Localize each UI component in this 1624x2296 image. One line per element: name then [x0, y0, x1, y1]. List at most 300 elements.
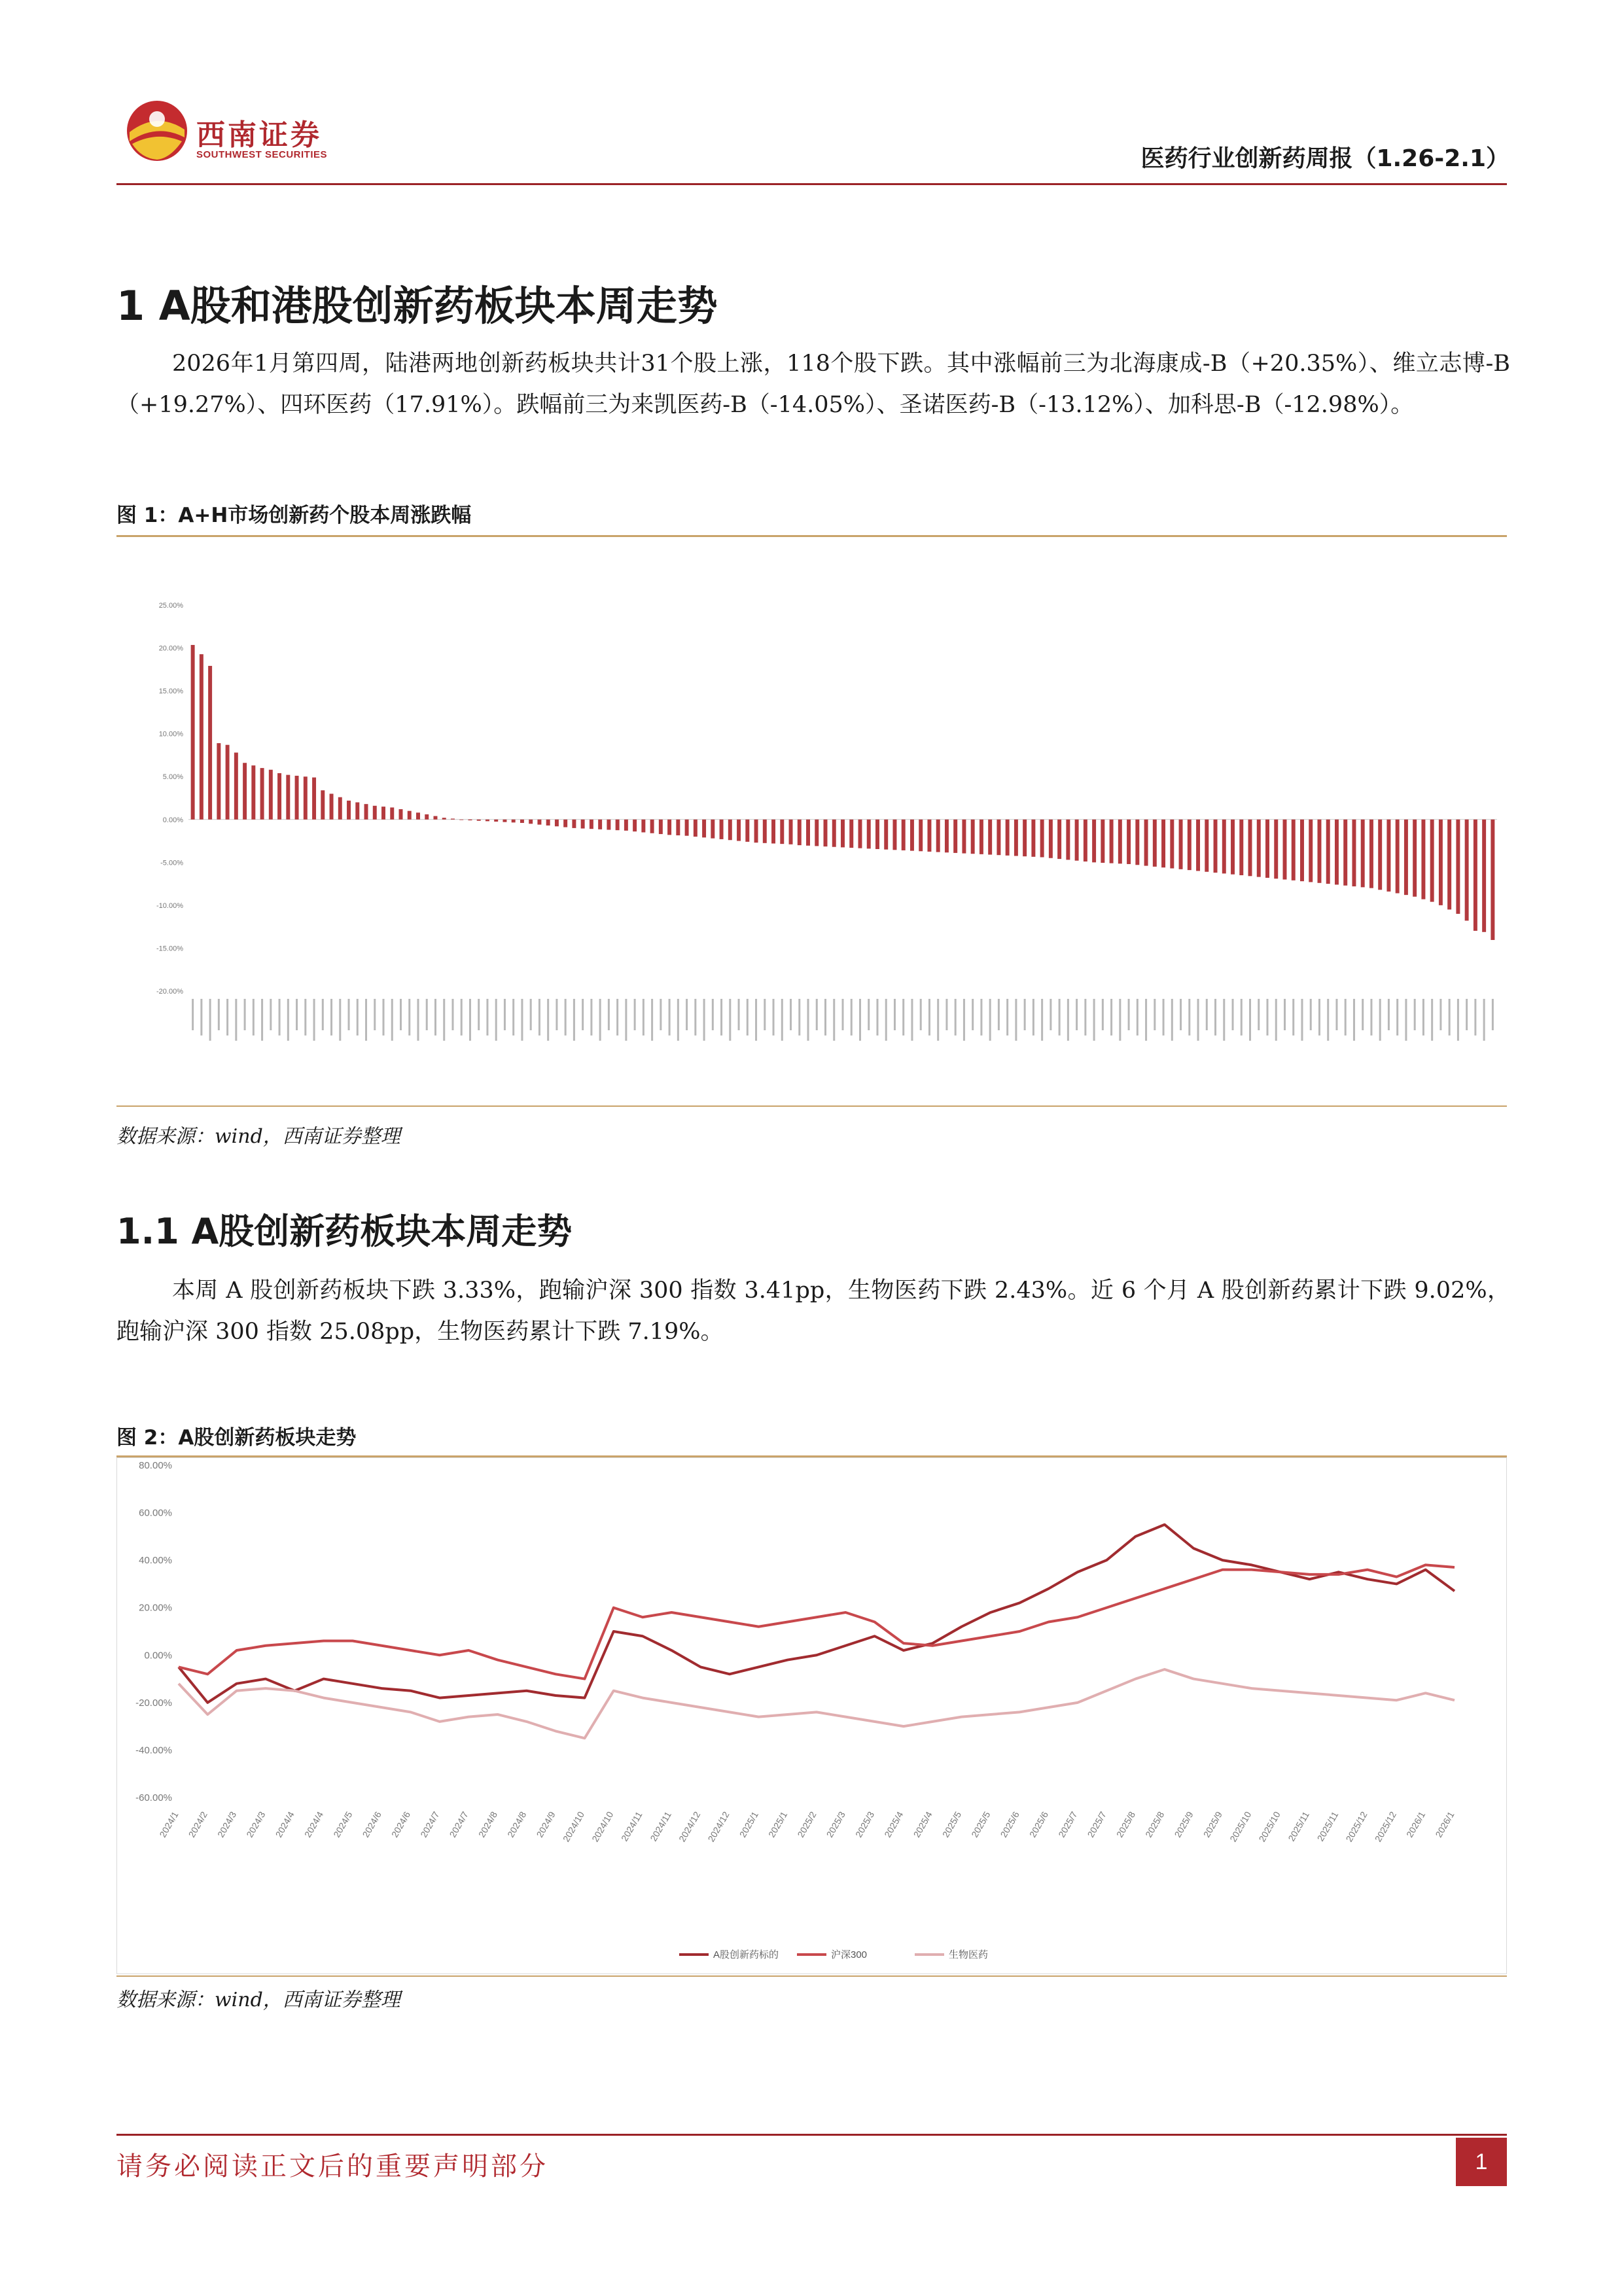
- x-tick-label: [1301, 999, 1303, 1041]
- bar: [1326, 820, 1330, 884]
- bar: [936, 820, 940, 852]
- y-tick-label: 25.00%: [158, 602, 183, 610]
- bar: [1317, 820, 1321, 883]
- bar: [832, 820, 836, 847]
- legend-label: A股创新药标的: [713, 1949, 779, 1960]
- x-tick-label: [660, 999, 662, 1030]
- x-tick-label: [1076, 999, 1078, 1030]
- x-tick-label: 2025/6: [998, 1809, 1021, 1839]
- x-tick-label: 2025/9: [1201, 1809, 1225, 1839]
- bar: [720, 820, 724, 839]
- subsection-paragraph: [116, 1270, 1510, 1353]
- bar: [217, 743, 221, 820]
- bar: [1144, 820, 1148, 866]
- bar: [243, 763, 247, 820]
- bar: [1110, 820, 1114, 863]
- bar: [1335, 820, 1339, 885]
- x-tick-label: [1362, 999, 1364, 1030]
- bar: [494, 820, 498, 822]
- bar: [1170, 820, 1174, 869]
- x-tick-label: [1275, 999, 1277, 1041]
- report-title: 医药行业创新药周报（1.26-2.1）: [1140, 145, 1509, 172]
- series-line: [179, 1525, 1455, 1703]
- bar: [1265, 820, 1269, 878]
- y-tick-label: 20.00%: [139, 1602, 172, 1614]
- x-tick-label: [1353, 999, 1355, 1041]
- bar: [581, 820, 585, 829]
- bar: [849, 820, 853, 848]
- x-tick-label: 2025/7: [1056, 1809, 1080, 1839]
- x-tick-label: [1466, 999, 1468, 1030]
- x-tick-label: [686, 999, 688, 1030]
- bar: [1283, 820, 1287, 880]
- x-tick-label: [339, 999, 341, 1041]
- bar: [1369, 820, 1373, 888]
- x-tick-label: [902, 999, 904, 1035]
- bar: [1300, 820, 1304, 881]
- x-tick-label: [1171, 999, 1173, 1041]
- bar: [1274, 820, 1278, 878]
- x-tick-label: [357, 999, 359, 1035]
- x-tick-label: 2024/9: [534, 1809, 557, 1839]
- x-tick-label: 2024/12: [705, 1809, 732, 1844]
- x-tick-label: [1223, 999, 1225, 1041]
- x-tick-label: [885, 999, 887, 1041]
- bar: [529, 820, 533, 824]
- x-tick-label: [1335, 999, 1337, 1030]
- x-tick-label: 2024/7: [418, 1809, 442, 1839]
- x-tick-label: [1318, 999, 1320, 1035]
- x-tick-label: [582, 999, 584, 1030]
- y-tick-label: 5.00%: [162, 773, 183, 782]
- x-tick-label: 2024/4: [302, 1809, 326, 1839]
- bar: [1248, 820, 1252, 877]
- x-tick-label: [279, 999, 281, 1035]
- bar: [416, 812, 420, 819]
- x-tick-label: [1345, 999, 1347, 1035]
- x-tick-label: [989, 999, 991, 1041]
- x-tick-label: [1137, 999, 1139, 1035]
- bar: [927, 820, 931, 852]
- header-divider: [116, 183, 1507, 185]
- bar: [902, 820, 906, 850]
- x-tick-label: [1041, 999, 1043, 1041]
- bar: [1361, 820, 1365, 888]
- x-tick-label: [747, 999, 749, 1035]
- bar: [798, 820, 802, 845]
- x-tick-label: [937, 999, 939, 1041]
- x-tick-label: [521, 999, 523, 1041]
- x-tick-label: [1006, 999, 1008, 1035]
- figure-bottom-rule: [116, 1105, 1507, 1107]
- bar: [1135, 820, 1139, 865]
- bar: [667, 820, 671, 835]
- bar: [1456, 820, 1460, 914]
- x-tick-label: [1370, 999, 1372, 1035]
- bar: [234, 753, 238, 820]
- x-tick-label: [1197, 999, 1199, 1041]
- x-tick-label: [712, 999, 714, 1030]
- x-tick-label: [1379, 999, 1381, 1041]
- x-tick-label: [1102, 999, 1104, 1030]
- figure-top-rule: [116, 535, 1507, 537]
- bar: [858, 820, 862, 848]
- x-tick-label: [894, 999, 896, 1030]
- x-tick-label: [1431, 999, 1433, 1041]
- x-tick-label: [408, 999, 410, 1035]
- bar: [330, 793, 334, 819]
- x-tick-label: 2024/3: [244, 1809, 268, 1839]
- bar: [1092, 820, 1096, 863]
- x-tick-label: [1327, 999, 1329, 1041]
- x-tick-label: 2024/4: [273, 1809, 296, 1839]
- x-tick-label: [1449, 999, 1451, 1035]
- page-number: 1: [1456, 2138, 1507, 2186]
- x-tick-label: [616, 999, 618, 1035]
- x-tick-label: [694, 999, 696, 1035]
- x-tick-label: 2025/10: [1256, 1809, 1282, 1844]
- x-tick-label: [1292, 999, 1294, 1035]
- bar: [754, 820, 758, 843]
- bar: [771, 820, 775, 844]
- x-tick-label: [738, 999, 740, 1030]
- footer-disclaimer: 请务必阅读正文后的重要声明部分: [116, 2151, 548, 2182]
- bar: [1474, 820, 1477, 931]
- y-tick-label: 20.00%: [158, 644, 183, 653]
- bar: [745, 820, 749, 842]
- x-tick-label: 2025/11: [1315, 1809, 1341, 1843]
- bar: [434, 816, 438, 820]
- bar: [251, 765, 255, 820]
- x-tick-label: [816, 999, 818, 1030]
- bar: [980, 820, 983, 854]
- x-tick-label: [504, 999, 506, 1030]
- x-tick-label: [226, 999, 228, 1035]
- x-tick-label: 2025/6: [1027, 1809, 1051, 1839]
- x-tick-label: 2024/8: [505, 1809, 529, 1839]
- bar: [711, 820, 715, 839]
- bar: [676, 820, 680, 835]
- x-tick-label: 2024/2: [186, 1809, 209, 1839]
- x-tick-label: 2025/2: [795, 1809, 819, 1839]
- x-tick-label: [313, 999, 315, 1041]
- bar: [780, 820, 784, 844]
- bar: [546, 820, 550, 826]
- x-tick-label: [478, 999, 480, 1030]
- bar: [1188, 820, 1192, 870]
- y-tick-label: 0.00%: [144, 1650, 172, 1661]
- bar: [650, 820, 654, 833]
- x-tick-label: [1188, 999, 1190, 1035]
- x-tick-label: [287, 999, 289, 1041]
- bar: [1343, 820, 1347, 886]
- x-tick-label: [1084, 999, 1086, 1035]
- x-tick-label: [391, 999, 393, 1041]
- x-tick-label: [807, 999, 809, 1041]
- x-tick-label: [755, 999, 757, 1041]
- bar: [884, 820, 888, 850]
- bar: [191, 645, 195, 820]
- x-tick-label: [383, 999, 385, 1035]
- bar: [694, 820, 697, 837]
- x-tick-label: [1396, 999, 1398, 1035]
- x-tick-label: [972, 999, 974, 1030]
- bar: [286, 775, 290, 820]
- x-tick-label: [1059, 999, 1061, 1035]
- paragraph-text: 2026年1月第四周，陆港两地创新药板块共计31个股上涨，118个股下跌。其中涨幅前三为北海康成-B（+20.35%）、维立志博-B（+19.27%）、四环医药（17.91%）。跌幅前三为来凯医药-B（-14.05%）、圣诺医药-B（-13.12%）、加科思-B（-12.98%）。: [116, 351, 1510, 418]
- x-tick-label: [842, 999, 844, 1030]
- x-tick-label: [1214, 999, 1216, 1035]
- bar: [624, 820, 628, 831]
- x-tick-label: [876, 999, 878, 1035]
- y-tick-label: -5.00%: [160, 859, 183, 867]
- x-tick-label: 2025/4: [882, 1809, 906, 1839]
- line-chart: [116, 1457, 1507, 1974]
- x-tick-label: 2024/11: [619, 1809, 644, 1843]
- x-tick-label: [773, 999, 775, 1035]
- x-tick-label: 2026/1: [1404, 1809, 1428, 1839]
- bar: [659, 820, 663, 834]
- x-tick-label: [1024, 999, 1026, 1030]
- bar: [1101, 820, 1104, 863]
- legend-label: 生物医药: [949, 1949, 989, 1960]
- x-tick-label: [798, 999, 800, 1035]
- x-tick-label: [443, 999, 445, 1041]
- x-tick-label: [1110, 999, 1112, 1035]
- bar: [355, 803, 359, 820]
- x-tick-label: [244, 999, 246, 1030]
- bar: [997, 820, 1000, 855]
- y-tick-label: 10.00%: [158, 730, 183, 739]
- bar: [633, 820, 637, 831]
- bar: [1153, 820, 1157, 867]
- bar: [442, 818, 446, 820]
- x-tick-label: 2025/10: [1227, 1809, 1254, 1844]
- bar: [304, 776, 308, 820]
- bar: [373, 806, 377, 820]
- x-tick-label: [833, 999, 835, 1041]
- bar: [295, 776, 299, 820]
- x-tick-label: [669, 999, 671, 1035]
- series-line: [179, 1669, 1455, 1738]
- bar: [1127, 820, 1131, 864]
- x-tick-label: 2025/12: [1372, 1809, 1398, 1844]
- x-tick-label: [963, 999, 965, 1041]
- x-tick-label: [565, 999, 567, 1035]
- y-tick-label: 80.00%: [139, 1460, 172, 1471]
- x-tick-label: 2025/12: [1343, 1809, 1369, 1844]
- x-tick-label: [651, 999, 653, 1041]
- x-tick-label: [955, 999, 957, 1035]
- bar: [347, 801, 351, 820]
- y-tick-label: -15.00%: [156, 945, 183, 953]
- bar: [815, 820, 819, 846]
- logo-subtext: SOUTHWEST SECURITIES: [196, 149, 328, 160]
- x-tick-label: [235, 999, 237, 1041]
- x-tick-label: 2024/6: [360, 1809, 383, 1839]
- bar: [1118, 820, 1122, 864]
- bar: [1239, 820, 1243, 875]
- x-tick-label: [677, 999, 679, 1041]
- y-tick-label: 15.00%: [158, 687, 183, 696]
- x-tick-label: [538, 999, 540, 1035]
- bar: [806, 820, 810, 846]
- bar: [399, 809, 403, 820]
- figure-title: 图 1：A+H市场创新药个股本周涨跌幅: [116, 504, 472, 527]
- x-tick-label: [348, 999, 350, 1030]
- bar: [364, 804, 368, 820]
- bar: [1006, 820, 1010, 856]
- bar: [945, 820, 949, 852]
- y-tick-label: 60.00%: [139, 1507, 172, 1519]
- x-tick-label: [434, 999, 436, 1035]
- bar: [737, 820, 741, 841]
- y-tick-label: -20.00%: [135, 1697, 172, 1709]
- x-tick-label: 2025/5: [969, 1809, 993, 1839]
- bar: [381, 807, 385, 820]
- x-tick-label: [1258, 999, 1260, 1030]
- bar: [1196, 820, 1200, 871]
- bar: [1404, 820, 1408, 895]
- logo-text: 西南证券: [196, 118, 322, 152]
- bar: [919, 820, 923, 852]
- bar-chart: [116, 543, 1507, 1079]
- bar: [1396, 820, 1400, 894]
- figure-title: 图 2：A股创新药板块走势: [116, 1426, 357, 1450]
- x-tick-label: 2025/1: [766, 1809, 790, 1839]
- x-tick-label: [998, 999, 1000, 1030]
- x-tick-label: 2024/11: [648, 1809, 674, 1843]
- x-tick-label: [218, 999, 220, 1030]
- bar: [1031, 820, 1035, 857]
- bar: [208, 666, 212, 820]
- bar: [520, 820, 524, 823]
- bar: [685, 820, 689, 836]
- x-tick-label: 2026/1: [1433, 1809, 1456, 1839]
- bar: [616, 820, 620, 830]
- bar: [1439, 820, 1443, 905]
- bar: [607, 820, 610, 830]
- bar: [988, 820, 992, 855]
- x-tick-label: [1232, 999, 1234, 1030]
- bar: [841, 820, 845, 848]
- x-tick-label: [573, 999, 575, 1041]
- x-tick-label: 2025/3: [853, 1809, 877, 1839]
- x-tick-label: [461, 999, 463, 1035]
- x-tick-label: [1206, 999, 1208, 1030]
- x-tick-label: [1154, 999, 1156, 1030]
- bar: [1214, 820, 1218, 873]
- section-heading: 1 A股和港股创新药板块本周走势: [116, 282, 718, 330]
- bar: [537, 820, 541, 825]
- bar: [338, 797, 342, 820]
- x-tick-label: [1241, 999, 1243, 1035]
- bar: [1161, 820, 1165, 867]
- x-tick-label: [270, 999, 272, 1030]
- subsection-heading: 1.1 A股创新药板块本周走势: [116, 1211, 573, 1252]
- x-tick-label: [643, 999, 644, 1035]
- x-tick-label: [1422, 999, 1424, 1035]
- x-tick-label: [1093, 999, 1095, 1041]
- x-tick-label: 2024/12: [677, 1809, 703, 1844]
- bar: [1222, 820, 1226, 874]
- x-tick-label: 2025/4: [911, 1809, 934, 1839]
- bar: [1075, 820, 1079, 861]
- x-tick-label: [1414, 999, 1416, 1030]
- x-tick-label: [296, 999, 298, 1030]
- bar: [892, 820, 896, 850]
- legend-label: 沪深300: [831, 1949, 868, 1960]
- x-tick-label: [253, 999, 255, 1035]
- x-tick-label: [1457, 999, 1459, 1041]
- bar: [1084, 820, 1087, 861]
- bar: [875, 820, 879, 849]
- y-tick-label: 40.00%: [139, 1555, 172, 1567]
- bar: [1040, 820, 1044, 858]
- x-tick-label: [426, 999, 428, 1030]
- x-tick-label: [200, 999, 202, 1035]
- bar: [1179, 820, 1183, 869]
- x-tick-label: [209, 999, 211, 1041]
- bar: [1465, 820, 1469, 921]
- x-tick-label: [400, 999, 402, 1030]
- x-tick-label: 2024/1: [157, 1809, 181, 1839]
- x-tick-label: [851, 999, 853, 1035]
- figure-source: 数据来源：wind，西南证券整理: [116, 1125, 400, 1148]
- x-tick-label: [764, 999, 766, 1030]
- bar: [321, 790, 325, 820]
- bar: [1057, 820, 1061, 859]
- x-tick-label: [1310, 999, 1312, 1030]
- x-tick-label: 2024/10: [590, 1809, 616, 1844]
- x-tick-label: [1033, 999, 1034, 1035]
- x-tick-label: 2024/10: [560, 1809, 587, 1844]
- bar: [1413, 820, 1417, 897]
- paragraph-text: 本周 A 股创新药板块下跌 3.33%，跑输沪深 300 指数 3.41pp，生物医药下跌 2.43%。近 6 个月 A 股创新药累计下跌 9.02%，跑输沪深 300 指数 25.08pp，生物医药累计下跌 7.19%。: [116, 1278, 1510, 1345]
- x-tick-label: [1388, 999, 1390, 1030]
- bar: [867, 820, 871, 849]
- bar: [590, 820, 593, 829]
- x-tick-label: [1067, 999, 1069, 1041]
- bar: [226, 745, 230, 820]
- x-tick-label: [634, 999, 636, 1030]
- bar: [1049, 820, 1053, 858]
- x-tick-label: [790, 999, 792, 1030]
- x-tick-label: [512, 999, 514, 1035]
- x-tick-label: 2025/8: [1143, 1809, 1167, 1839]
- x-tick-label: [1249, 999, 1251, 1041]
- x-tick-label: [920, 999, 922, 1030]
- x-tick-label: 2024/6: [389, 1809, 413, 1839]
- bar: [1378, 820, 1382, 890]
- bar: [641, 820, 645, 833]
- chart-frame: [117, 1458, 1507, 1974]
- x-tick-label: [547, 999, 549, 1041]
- x-tick-label: 2025/7: [1085, 1809, 1108, 1839]
- x-tick-label: [911, 999, 913, 1041]
- x-tick-label: [781, 999, 783, 1041]
- x-tick-label: [1483, 999, 1485, 1041]
- bar: [390, 807, 394, 819]
- x-tick-label: [1128, 999, 1130, 1030]
- bar: [200, 654, 203, 820]
- bar: [910, 820, 914, 851]
- section-paragraph: [116, 343, 1510, 426]
- x-tick-label: [1145, 999, 1147, 1041]
- y-tick-label: -40.00%: [135, 1745, 172, 1756]
- x-tick-label: [599, 999, 601, 1041]
- x-tick-label: 2025/1: [737, 1809, 760, 1839]
